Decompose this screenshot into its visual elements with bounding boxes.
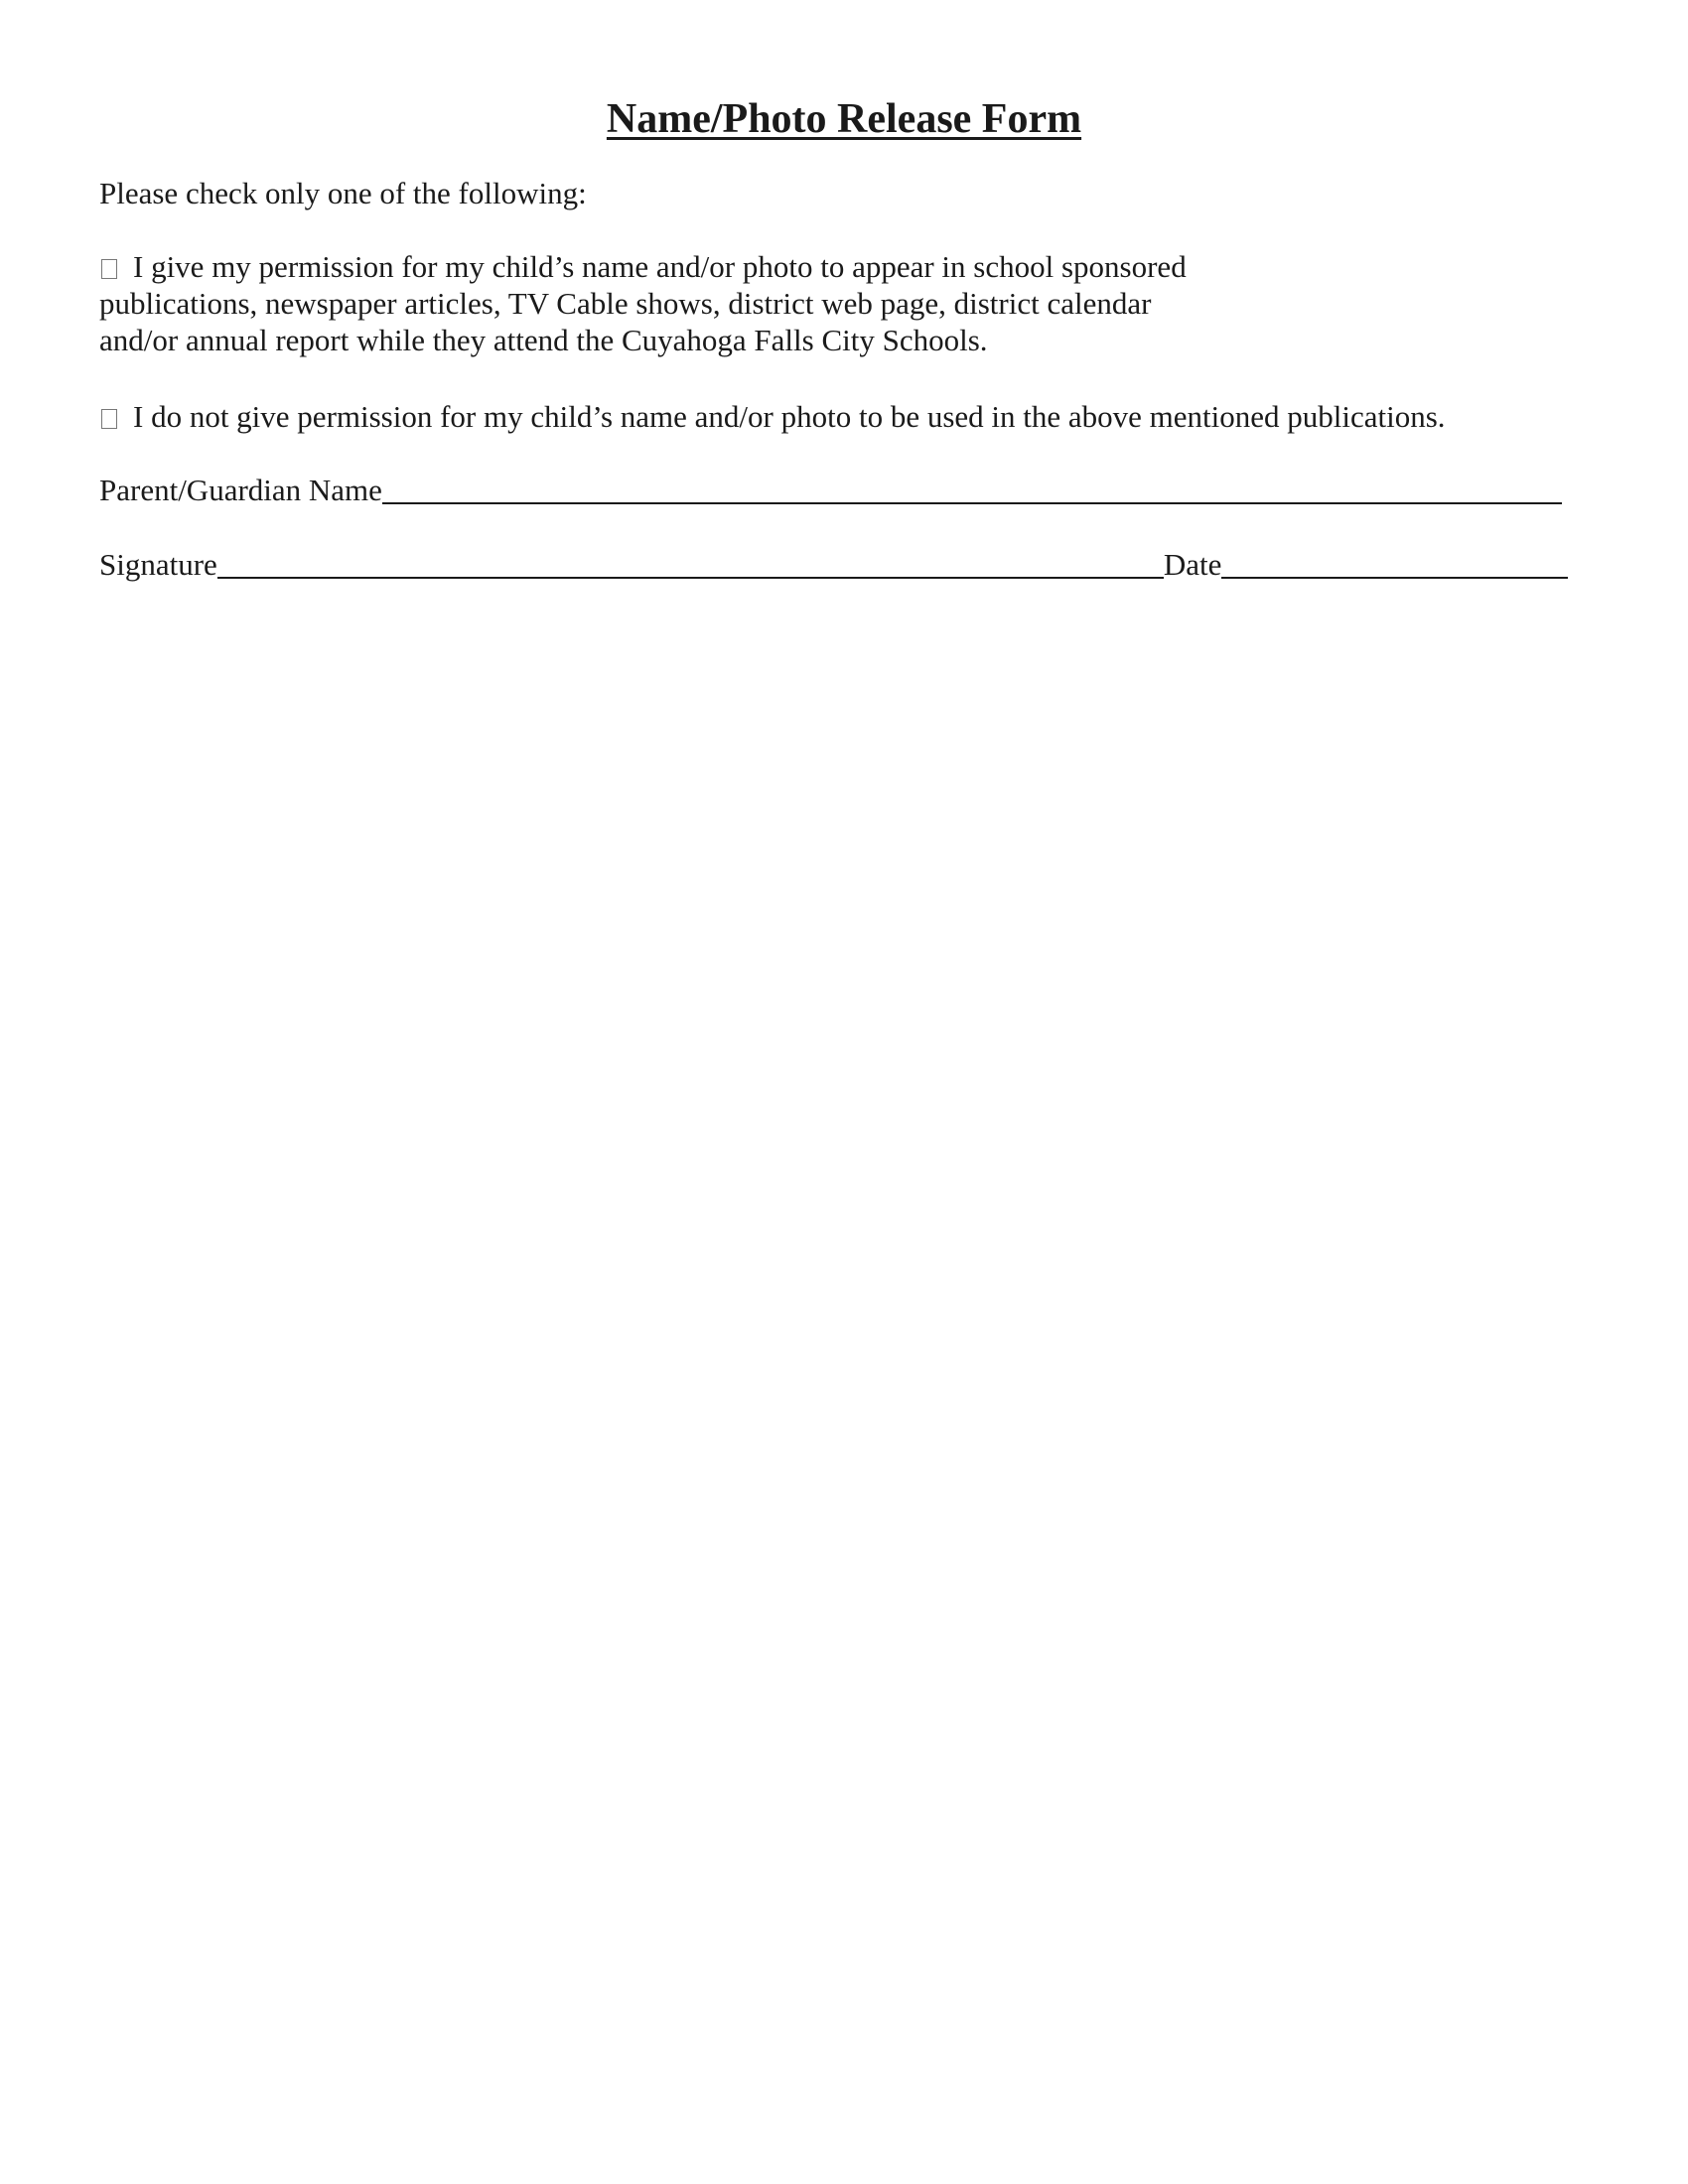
parent-name-row <box>99 472 1562 508</box>
signature-row <box>99 546 1568 583</box>
option-1-line-2: publications, newspaper articles, TV Cable shows, district web page, district calendar <box>99 286 1152 321</box>
option-1-line-1 <box>99 248 1187 285</box>
option-give-permission <box>99 248 1187 358</box>
option-2-line-1-text: I do not give permission for my child’s name and/or photo to be used in the above mentioned publications. <box>133 399 1446 434</box>
option-1-line-3: and/or annual report while they attend the Cuyahoga Falls City Schools. <box>99 323 988 357</box>
checkbox-give-permission[interactable] <box>101 259 117 279</box>
checkbox-deny-permission[interactable] <box>101 409 117 429</box>
form-title: Name/Photo Release Form <box>606 96 1082 142</box>
option-2-line-1 <box>99 398 1446 435</box>
signature-label: Signature <box>99 547 217 582</box>
option-1-line-1-text: I give my permission for my child’s name and/or photo to appear in school sponsored <box>133 249 1187 284</box>
option-deny-permission <box>99 398 1446 435</box>
parent-name-label: Parent/Guardian Name <box>99 473 382 507</box>
signature-field[interactable] <box>217 547 1164 579</box>
instruction-text: Please check only one of the following: <box>99 176 587 210</box>
parent-name-field[interactable] <box>382 473 1562 504</box>
date-field[interactable] <box>1221 547 1568 579</box>
date-label: Date <box>1163 547 1222 582</box>
